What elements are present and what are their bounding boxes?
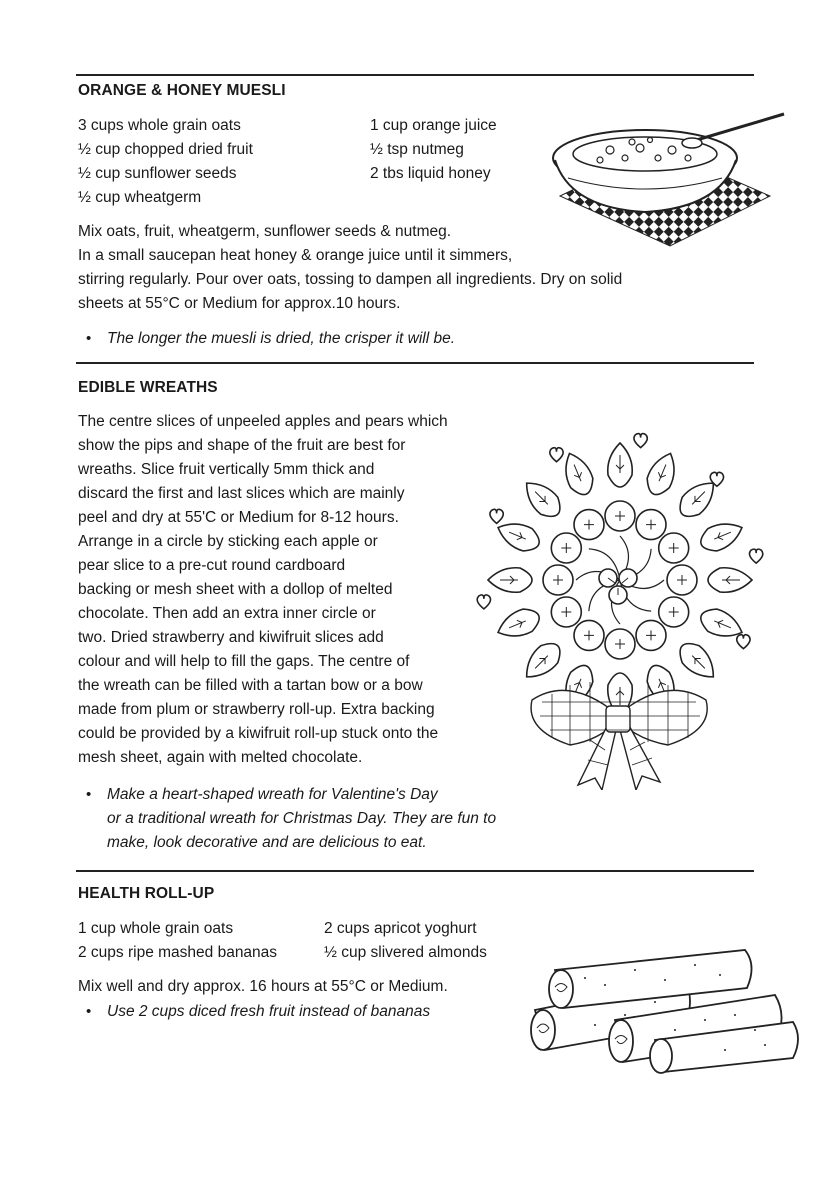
strawberry-slice xyxy=(634,434,647,448)
wreaths-tip-line: Make a heart-shaped wreath for Valentine's Day xyxy=(107,786,438,803)
wreaths-method-line: the wreath can be filled with a tartan bow or a bow xyxy=(78,677,423,694)
rollup-title: HEALTH ROLL-UP xyxy=(78,885,215,902)
muesli-ingredient: ½ tsp nutmeg xyxy=(370,141,464,158)
muesli-ingredient: ½ cup sunflower seeds xyxy=(78,165,237,182)
pear-slice xyxy=(608,443,633,487)
muesli-method-line: stirring regularly. Pour over oats, tossing to dampen all ingredients. Dry on solid xyxy=(78,271,623,288)
wreaths-title: EDIBLE WREATHS xyxy=(78,379,218,396)
rollup-ingredient: 2 cups apricot yoghurt xyxy=(324,920,477,937)
rollup-method: Mix well and dry approx. 16 hours at 55°C or Medium. xyxy=(78,978,448,995)
pear-slice xyxy=(642,449,681,499)
strawberry-slice xyxy=(749,549,762,563)
pear-slice xyxy=(518,637,566,685)
wreaths-method-line: peel and dry at 55'C or Medium for 8-12 hours. xyxy=(78,509,399,526)
muesli-title: ORANGE & HONEY MUESLI xyxy=(78,82,286,99)
rollup-ingredient: 1 cup whole grain oats xyxy=(78,920,234,937)
wreaths-method-line: wreaths. Slice fruit vertically 5mm thick and xyxy=(78,461,375,478)
muesli-ingredient: ½ cup wheatgerm xyxy=(78,189,202,206)
wreaths-method-line: show the pips and shape of the fruit are best for xyxy=(78,437,406,454)
muesli-tip: The longer the muesli is dried, the crisper it will be. xyxy=(107,330,456,347)
wreaths-method-line: backing or mesh sheet with a dollop of melted xyxy=(78,581,393,598)
muesli-ingredient: ½ cup chopped dried fruit xyxy=(78,141,253,158)
wreaths-method-line: made from plum or strawberry roll-up. Extra backing xyxy=(78,701,435,718)
wreaths-method-line: The centre slices of unpeeled apples and pears which xyxy=(78,413,448,430)
strawberry-slice xyxy=(550,448,563,462)
wreaths-method-line: discard the first and last slices which are mainly xyxy=(78,485,405,502)
wreaths-method-line: two. Dried strawberry and kiwifruit slices add xyxy=(78,629,384,646)
wreaths-method-line: chocolate. Then add an extra inner circle or xyxy=(78,605,376,622)
rollup-tip: Use 2 cups diced fresh fruit instead of bananas xyxy=(107,1003,431,1020)
bullet: • xyxy=(86,1003,92,1020)
strawberry-slice xyxy=(737,635,750,649)
section-rule-top xyxy=(76,74,754,76)
pear-slice xyxy=(558,449,597,499)
fruit-wreath-illustration xyxy=(470,420,770,790)
bullet: • xyxy=(86,786,92,803)
wreaths-method-line: could be provided by a kiwifruit roll-up stuck onto the xyxy=(78,725,439,742)
rollup-ingredient: ½ cup slivered almonds xyxy=(324,944,487,961)
muesli-bowl-illustration xyxy=(540,108,790,248)
muesli-ingredient: 3 cups whole grain oats xyxy=(78,117,241,134)
wreaths-method-line: colour and will help to fill the gaps. The centre of xyxy=(78,653,410,670)
pear-slice xyxy=(493,516,543,555)
muesli-ingredient: 1 cup orange juice xyxy=(370,117,497,134)
pear-slice xyxy=(493,604,543,643)
wreaths-tip-line: make, look decorative and are delicious to eat. xyxy=(107,834,427,851)
pear-slice xyxy=(674,637,722,685)
section-rule xyxy=(76,870,754,872)
wreaths-method-line: mesh sheet, again with melted chocolate. xyxy=(78,749,363,766)
wreaths-tip-line: or a traditional wreath for Christmas Day. They are fun to xyxy=(107,810,497,827)
muesli-method-line: Mix oats, fruit, wheatgerm, sunflower seeds & nutmeg. xyxy=(78,223,452,240)
muesli-ingredient: 2 tbs liquid honey xyxy=(370,165,491,182)
fruit-rollups-illustration xyxy=(525,940,805,1075)
pear-slice xyxy=(518,474,566,522)
strawberry-slice xyxy=(477,595,490,609)
wreaths-method-line: Arrange in a circle by sticking each apple or xyxy=(78,533,378,550)
pear-slice xyxy=(708,568,752,593)
wreaths-method-line: pear slice to a pre-cut round cardboard xyxy=(78,557,346,574)
bullet: • xyxy=(86,330,92,347)
muesli-method-line: sheets at 55°C or Medium for approx.10 hours. xyxy=(78,295,401,312)
pear-slice xyxy=(488,568,532,593)
pear-slice xyxy=(697,516,747,555)
rollup-ingredient: 2 cups ripe mashed bananas xyxy=(78,944,278,961)
strawberry-slice xyxy=(490,509,503,523)
section-rule xyxy=(76,362,754,364)
muesli-method-line: In a small saucepan heat honey & orange juice until it simmers, xyxy=(78,247,513,264)
